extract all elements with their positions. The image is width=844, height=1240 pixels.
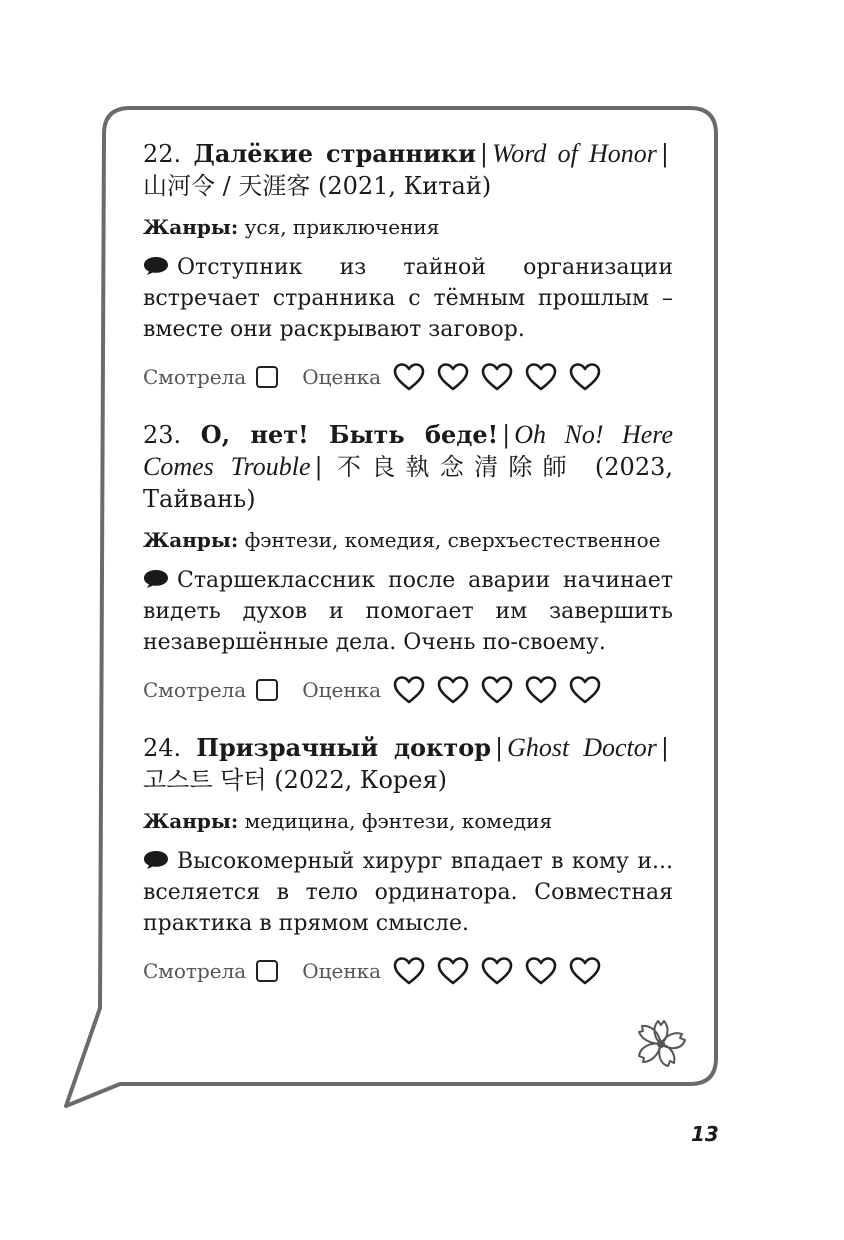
rating-label: Оценка [302, 959, 382, 983]
watched-checkbox[interactable] [256, 366, 278, 388]
title-english: Oh No! Here Comes Trouble [143, 420, 673, 481]
heart-outline-icon[interactable] [569, 362, 601, 392]
rating-hearts [393, 675, 613, 705]
entry-number: 24. [143, 734, 182, 762]
entry-23 [143, 419, 673, 710]
page-number: 13 [691, 1122, 719, 1146]
genres-label: Жанры: [143, 528, 239, 552]
speech-bubble-icon [143, 850, 169, 870]
rating-hearts [393, 362, 613, 392]
entry-title: 22. Далёкие странники | Word of Honor | 山河令 / 天涯客 (2021, Китай) [143, 139, 669, 200]
title-russian: Призрачный доктор [196, 733, 492, 762]
genres-value: уся, приключения [244, 215, 440, 239]
description [143, 565, 673, 658]
heart-outline-icon[interactable] [437, 675, 469, 705]
entries-list [143, 138, 673, 1013]
genres-label: Жанры: [143, 215, 239, 239]
title-original: 不良執念清除師 [326, 453, 577, 481]
heart-outline-icon[interactable] [393, 362, 425, 392]
heart-outline-icon[interactable] [569, 956, 601, 986]
title-russian: О, нет! Быть беде! [200, 420, 499, 449]
sakura-flower-icon [630, 1016, 692, 1072]
heart-outline-icon[interactable] [569, 675, 601, 705]
entry-24 [143, 732, 673, 991]
rating-row [143, 951, 673, 991]
speech-bubble-icon [143, 569, 169, 589]
genres-line [143, 525, 673, 555]
heart-outline-icon[interactable] [437, 362, 469, 392]
rating-row [143, 670, 673, 710]
heart-outline-icon[interactable] [481, 362, 513, 392]
heart-outline-icon[interactable] [525, 675, 557, 705]
heart-outline-icon[interactable] [437, 956, 469, 986]
title-english: Ghost Doctor [507, 733, 657, 762]
watched-label: Смотрела [143, 678, 247, 702]
genres-line [143, 806, 673, 836]
description-text: Старшеклассник после аварии начинает видеть духов и помогает им завершить незавершённые дела. Очень по-своему. [143, 568, 673, 655]
watched-label: Смотрела [143, 365, 247, 389]
entry-title: 23. О, нет! Быть беде! | Oh No! Here Comes Trouble | 不良執念清除師 (2023, Тайвань) [143, 420, 673, 513]
title-original: 고스트 닥터 [143, 766, 267, 794]
genres-line [143, 212, 673, 242]
entry-number: 22. [143, 140, 182, 168]
heart-outline-icon[interactable] [481, 675, 513, 705]
heart-outline-icon[interactable] [525, 362, 557, 392]
entry-number: 23. [143, 421, 182, 449]
year-country: (2022, Корея) [274, 766, 447, 794]
heart-outline-icon[interactable] [481, 956, 513, 986]
title-english: Word of Honor [491, 139, 657, 168]
rating-row [143, 357, 673, 397]
watched-checkbox[interactable] [256, 960, 278, 982]
title-original: 山河令 / 天涯客 [143, 172, 311, 200]
genres-label: Жанры: [143, 809, 239, 833]
year-country: (2023, Тайвань) [143, 453, 673, 513]
rating-hearts [393, 956, 613, 986]
description [143, 252, 673, 345]
description-text: Высокомерный хирург впадает в кому и... вселяется в тело ординатора. Совместная практика в прямом смысле. [143, 849, 673, 936]
entry-22 [143, 138, 673, 397]
year-country: (2021, Китай) [317, 172, 492, 200]
entry-title: 24. Призрачный доктор | Ghost Doctor | 고스트 닥터 (2022, Корея) [143, 733, 669, 794]
rating-label: Оценка [302, 365, 382, 389]
watched-checkbox[interactable] [256, 679, 278, 701]
title-russian: Далёкие странники [193, 139, 476, 168]
genres-value: медицина, фэнтези, комедия [244, 809, 553, 833]
speech-bubble-icon [143, 256, 169, 276]
heart-outline-icon[interactable] [393, 675, 425, 705]
genres-value: фэнтези, комедия, сверхъестественное [244, 528, 661, 552]
heart-outline-icon[interactable] [393, 956, 425, 986]
watched-label: Смотрела [143, 959, 247, 983]
description-text: Отступник из тайной организации встречает странника с тёмным прошлым – вместе они раскрывают заговор. [143, 255, 673, 342]
heart-outline-icon[interactable] [525, 956, 557, 986]
rating-label: Оценка [302, 678, 382, 702]
description [143, 846, 673, 939]
